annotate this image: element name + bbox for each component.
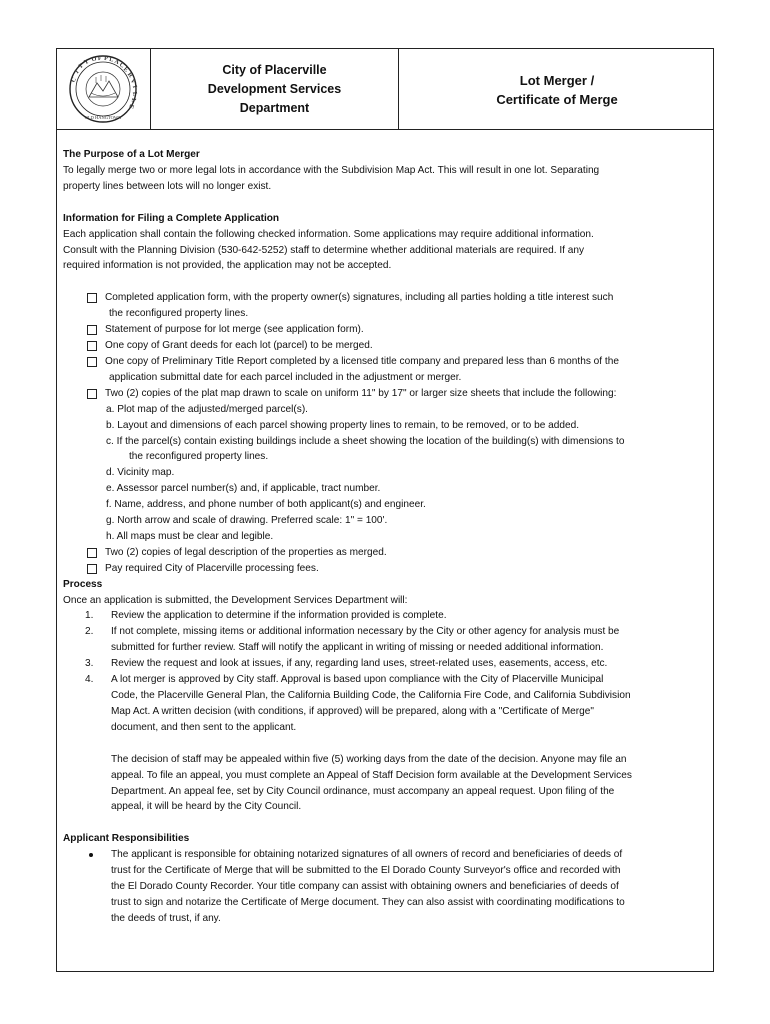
svg-text:T: T (77, 62, 85, 71)
checklist-item (63, 290, 708, 306)
checklist-text: Statement of purpose for lot merge (see application form). (105, 324, 364, 336)
checklist-item (63, 338, 708, 354)
checklist-item (63, 354, 708, 370)
svg-text:L: L (108, 55, 115, 64)
department-line-3: Department (239, 101, 310, 115)
svg-text:O: O (90, 55, 98, 64)
svg-text:E: E (127, 103, 136, 110)
department-line-1: City of Placerville (222, 63, 327, 77)
plat-map-subitem: h. All maps must be clear and legible. (106, 530, 274, 542)
step-text: Review the request and look at issues, if any, regarding land uses, street-related uses, easements, access, etc. (111, 658, 608, 670)
document-body (63, 147, 708, 927)
responsibility-bullet-cont (63, 895, 708, 911)
info-text: Consult with the Planning Division (530-642-5252) staff to determine whether additional materials are required. If any (63, 244, 585, 256)
checklist-item (63, 386, 708, 402)
process-step (63, 656, 708, 672)
svg-text:L: L (129, 97, 138, 103)
bullet-text: the El Dorado County Recorder. Your title company can assist with obtaining owners and beneficiaries of deeds of (111, 881, 619, 893)
checklist-item (63, 322, 708, 338)
bullet-text: the deeds of trust, if any. (111, 912, 221, 924)
svg-text:I: I (73, 68, 81, 76)
responsibility-bullet-cont (63, 911, 708, 927)
info-text: required information is not provided, the application may not be accepted. (63, 260, 392, 272)
checklist-text: Completed application form, with the property owner(s) signatures, including all parties holding a title interest such (105, 292, 614, 304)
process-intro: Once an application is submitted, the Development Services Department will: (63, 594, 408, 606)
purpose-text: property lines between lots will no longer exist. (63, 180, 272, 192)
svg-text:OLD HANGTOWN: OLD HANGTOWN (84, 115, 122, 120)
bullet-text: trust for the Certificate of Merge that will be submitted to the El Dorado County Surveyor's office and recorded with (111, 865, 621, 877)
svg-text:C: C (118, 61, 126, 70)
purpose-heading: The Purpose of a Lot Merger (63, 149, 200, 160)
bullet-text: The applicant is responsible for obtaining notarized signatures of all owners of record and beneficiaries of deeds of (111, 849, 623, 861)
checklist-text: the reconfigured property lines. (109, 308, 249, 320)
process-heading: Process (63, 578, 103, 590)
appeal-text: appeal, it will be heard by the City Council. (111, 801, 302, 813)
process-step (63, 624, 708, 640)
checklist-text: Two (2) copies of the plat map drawn to scale on uniform 11" by 17" or larger size sheets that include the following: (105, 387, 617, 399)
info-heading: Information for Filing a Complete Application (63, 212, 280, 224)
checkbox[interactable] (87, 325, 97, 335)
process-step-cont (63, 720, 708, 736)
process-step-cont (63, 704, 708, 720)
svg-text:F: F (97, 54, 102, 63)
step-number: 1. (85, 610, 94, 622)
checklist-text: Two (2) copies of legal description of the properties as merged. (105, 546, 387, 558)
appeal-text: The decision of staff may be appealed within five (5) working days from the date of the decision. Anyone may file an (111, 753, 627, 765)
plat-map-subitem: d. Vicinity map. (106, 467, 175, 479)
svg-text:R: R (125, 71, 135, 79)
step-number: 2. (85, 626, 94, 638)
svg-text:L: L (130, 91, 139, 97)
step-text: If not complete, missing items or additional information necessary by the City or other agency for analysis must be (111, 626, 620, 638)
svg-text:Y: Y (82, 58, 90, 67)
checklist-item-cont (63, 370, 708, 386)
title-line-2: Certificate of Merge (496, 92, 618, 107)
svg-text:C: C (69, 76, 78, 84)
step-text: A lot merger is approved by City staff. Approval is based upon compliance with the City of Placerville Municipal (111, 674, 604, 686)
plat-map-subitem: b. Layout and dimensions of each parcel showing property lines to remain, to be removed, or to be added. (106, 419, 580, 431)
info-text: Each application shall contain the following checked information. Some applications may require additional information. (63, 228, 594, 240)
plat-map-subitem: c. If the parcel(s) contain existing buildings include a sheet showing the location of the building(s) with dimensions to (106, 435, 625, 447)
step-text: submitted for further review. Staff will notify the applicant in writing of missing or needed additional information. (111, 642, 604, 654)
city-seal-logo (63, 53, 143, 125)
process-step (63, 608, 708, 624)
checklist-item (63, 561, 708, 577)
department-line-2: Development Services (207, 82, 342, 96)
plat-map-subitem: f. Name, address, and phone number of both applicant(s) and engineer. (106, 499, 426, 511)
responsibilities-heading: Applicant Responsibilities (63, 833, 190, 845)
document-header (57, 49, 713, 129)
step-text: Review the application to determine if the information provided is complete. (111, 610, 447, 622)
plat-map-subitem: the reconfigured property lines. (129, 451, 269, 463)
appeal-text: appeal. To file an appeal, you must complete an Appeal of Staff Decision form available at the Development Services (111, 769, 632, 781)
purpose-text: To legally merge two or more legal lots in accordance with the Subdivision Map Act. This will result in one lot. Separating (63, 164, 600, 176)
step-number: 3. (85, 658, 94, 670)
checklist-text: Pay required City of Placerville processing fees. (105, 562, 319, 574)
plat-map-subitem: g. North arrow and scale of drawing. Preferred scale: 1" = 100'. (106, 515, 388, 527)
document-frame (56, 48, 714, 972)
document-title (399, 71, 715, 109)
plat-map-subitem: a. Plot map of the adjusted/merged parcel(s). (106, 403, 308, 415)
svg-text:I: I (130, 84, 139, 89)
header-rule (57, 129, 713, 130)
process-step (63, 672, 708, 688)
checklist-text: One copy of Preliminary Title Report completed by a licensed title company and prepared less than 6 months of the (105, 355, 619, 367)
checkbox[interactable] (87, 564, 97, 574)
appeal-text: Department. An appeal fee, set by City Council ordinance, must accompany an appeal request. Upon filing of the (111, 785, 615, 797)
step-text: document, and then sent to the applicant. (111, 721, 297, 733)
svg-text:E: E (121, 65, 130, 74)
checkbox[interactable] (87, 341, 97, 351)
checklist-item (63, 545, 708, 561)
svg-text:V: V (128, 77, 138, 86)
step-text: Map Act. A written decision (with conditions, if approved) will be prepared, along with a "Certificate of Merge" (111, 705, 594, 717)
checkbox[interactable] (87, 389, 97, 399)
responsibility-bullet-cont (63, 879, 708, 895)
checkbox[interactable] (87, 548, 97, 558)
bullet-text: trust to sign and notarize the Certificate of Merge document. They can also assist with coordinating modifications to (111, 896, 625, 908)
step-number: 4. (85, 674, 94, 686)
step-text: Code, the Placerville General Plan, the California Building Code, the California Fire Code, and California Subdivision (111, 690, 631, 701)
plat-map-subitem: e. Assessor parcel number(s) and, if applicable, tract number. (106, 483, 381, 495)
svg-text:A: A (113, 57, 121, 67)
checkbox[interactable] (87, 293, 97, 303)
checkbox[interactable] (87, 357, 97, 367)
svg-text:P: P (103, 54, 109, 63)
process-step-cont (63, 640, 708, 656)
department-name (151, 61, 398, 118)
bullet-icon (89, 853, 93, 857)
responsibility-bullet-cont (63, 863, 708, 879)
checklist-text: One copy of Grant deeds for each lot (parcel) to be merged. (105, 340, 373, 352)
process-step-cont (63, 688, 708, 704)
title-line-1: Lot Merger / (519, 73, 595, 88)
checklist-item-cont (63, 306, 708, 322)
checklist-text: application submittal date for each parcel included in the adjustment or merger. (109, 371, 462, 383)
responsibility-bullet (63, 847, 708, 863)
